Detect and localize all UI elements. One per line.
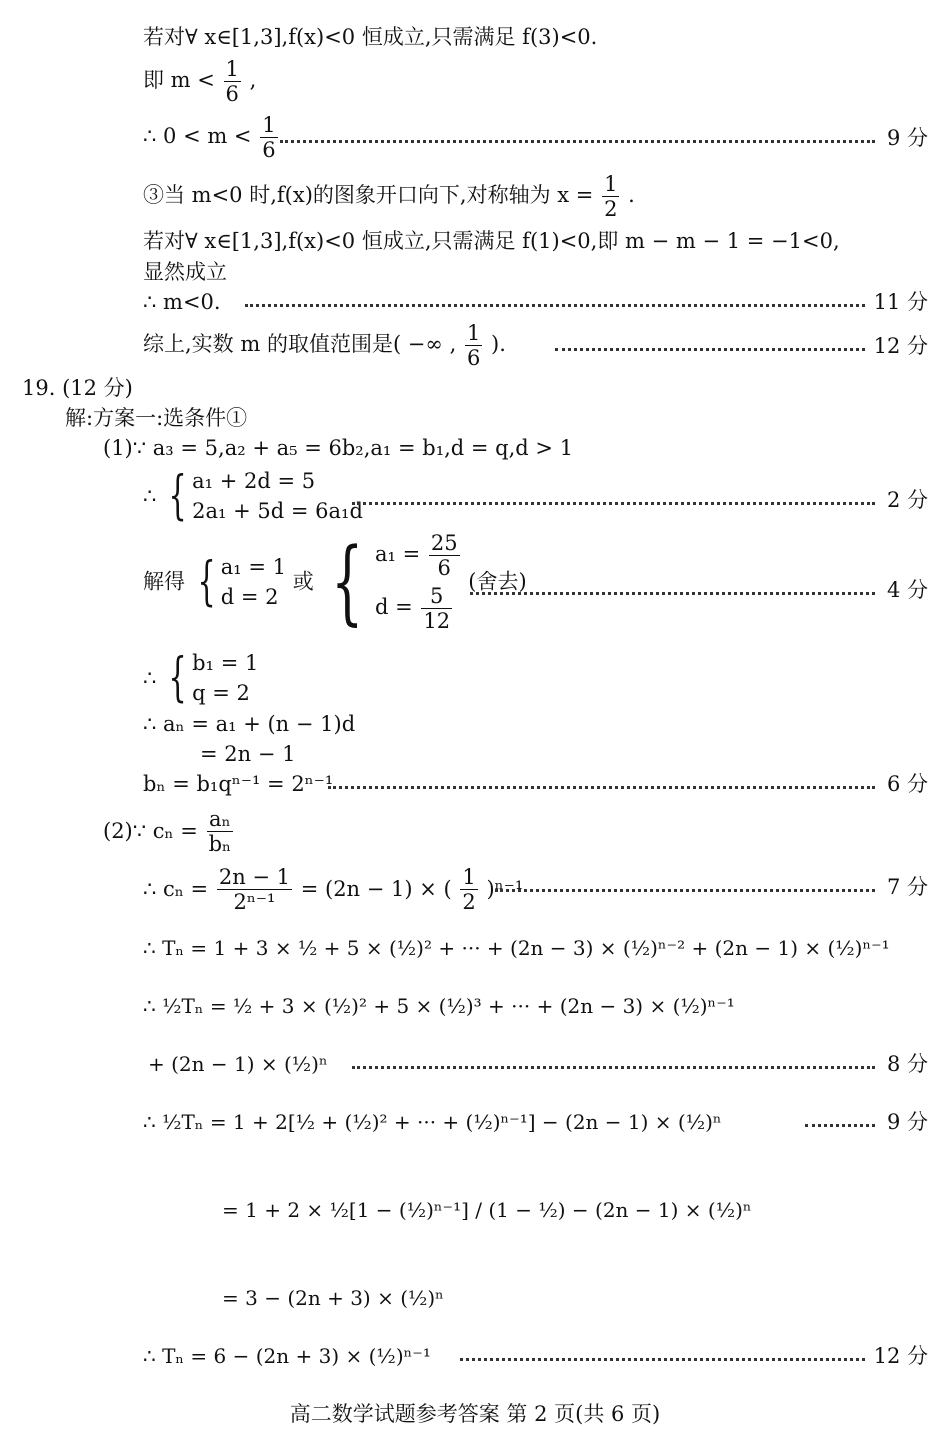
part-one-given: (1)∵ a₃ = 5,a₂ + a₅ = 6b₂,a₁ = b₁,d = q,d > 1 bbox=[103, 436, 574, 460]
cn-formula: ∴ cₙ = $\frac{2n - 1}{\text{2ⁿ⁻¹}}$ = (2n − 1) × ( $\frac{1}{2}$ )ⁿ⁻¹ bbox=[143, 865, 524, 915]
score-leader bbox=[352, 1066, 875, 1069]
solution-systems: 解得 { a₁ = 1 d = 2 或 { a₁ = $\frac{25}{6}$ d = $\frac{5}{12}$ (舍去) bbox=[143, 528, 527, 636]
score-label: 9 分 bbox=[886, 126, 928, 150]
score-label: 12 分 bbox=[873, 1344, 928, 1368]
line-conclusion: 综上,实数 m 的取值范围是( −∞ , $\frac{1}{6}$ ). bbox=[143, 321, 506, 371]
score-leader bbox=[328, 786, 875, 789]
line-m-negative: ∴ m<0. bbox=[143, 290, 221, 314]
an-formula: ∴ aₙ = a₁ + (n − 1)d bbox=[143, 712, 356, 736]
score-leader bbox=[495, 889, 875, 892]
half-tn-result: = 3 − (2n + 3) × (½)ⁿ bbox=[222, 1286, 444, 1310]
equation-system-bq: ∴ { b₁ = 1 q = 2 bbox=[143, 648, 259, 709]
question-number: 19. (12 分) bbox=[22, 376, 133, 400]
half-tn-sum: ∴ ½Tₙ = ½ + 3 × (½)² + 5 × (½)³ + ··· + (2n − 3) × (½)ⁿ⁻¹ bbox=[143, 994, 735, 1018]
fraction-one-sixth: $\frac{1}{6}$ bbox=[466, 321, 481, 371]
score-label: 7 分 bbox=[886, 875, 928, 899]
tn-sum: ∴ Tₙ = 1 + 3 × ½ + 5 × (½)² + ··· + (2n − 3) × (½)ⁿ⁻² + (2n − 1) × (½)ⁿ⁻¹ bbox=[143, 936, 890, 960]
line-m-less: 即 m < $\frac{1}{6}$ , bbox=[143, 57, 257, 107]
line-condition-f1: 若对∀ x∈[1,3],f(x)<0 恒成立,只需满足 f(1)<0,即 m − m − 1 = −1<0, bbox=[143, 229, 840, 253]
page-footer: 高二数学试题参考答案 第 2 页(共 6 页) bbox=[289, 1402, 661, 1426]
line-m-range: ∴ 0 < m < $\frac{1}{6}$ bbox=[143, 113, 276, 163]
fraction-one-half: $\frac{1}{2}$ bbox=[604, 172, 618, 222]
part-two-given: (2)∵ cₙ = $\frac{\text{aₙ}}{\text{bₙ}}$ bbox=[103, 807, 232, 857]
score-leader bbox=[245, 304, 865, 307]
score-label: 4 分 bbox=[886, 578, 928, 602]
score-label: 11 分 bbox=[873, 290, 928, 314]
score-leader bbox=[555, 348, 865, 351]
line-case-three: ③当 m<0 时,f(x)的图象开口向下,对称轴为 x = $\frac{1}{2}$ . bbox=[143, 172, 635, 222]
line-condition-f3: 若对∀ x∈[1,3],f(x)<0 恒成立,只需满足 f(3)<0. bbox=[143, 25, 598, 49]
tn-result: ∴ Tₙ = 6 − (2n + 3) × (½)ⁿ⁻¹ bbox=[143, 1344, 431, 1368]
score-leader bbox=[352, 502, 875, 505]
half-tn-subtract: ∴ ½Tₙ = 1 + 2[½ + (½)² + ··· + (½)ⁿ⁻¹] − (2n − 1) × (½)ⁿ bbox=[143, 1110, 722, 1134]
solution-heading: 解:方案一:选条件① bbox=[65, 406, 248, 430]
score-label: 2 分 bbox=[886, 488, 928, 512]
score-leader bbox=[470, 592, 875, 595]
score-leader bbox=[280, 140, 875, 143]
bn-formula: bₙ = b₁qⁿ⁻¹ = 2ⁿ⁻¹ bbox=[143, 772, 334, 796]
equation-system-1: ∴ { a₁ + 2d = 5 2a₁ + 5d = 6a₁d bbox=[143, 466, 363, 527]
score-label: 9 分 bbox=[886, 1110, 928, 1134]
half-tn-sum-tail: + (2n − 1) × (½)ⁿ bbox=[148, 1052, 328, 1076]
score-label: 12 分 bbox=[873, 334, 928, 358]
line-obvious: 显然成立 bbox=[143, 260, 227, 284]
score-label: 8 分 bbox=[886, 1052, 928, 1076]
score-label: 6 分 bbox=[886, 772, 928, 796]
fraction-one-sixth: $\frac{1}{6}$ bbox=[225, 57, 239, 107]
score-leader bbox=[805, 1124, 875, 1127]
score-leader bbox=[460, 1358, 865, 1361]
geometric-sum-step: = 1 + 2 × ½[1 − (½)ⁿ⁻¹] / (1 − ½) − (2n − 1) × (½)ⁿ bbox=[222, 1198, 752, 1222]
fraction-one-sixth: $\frac{1}{6}$ bbox=[262, 113, 276, 163]
an-result: = 2n − 1 bbox=[200, 742, 296, 766]
